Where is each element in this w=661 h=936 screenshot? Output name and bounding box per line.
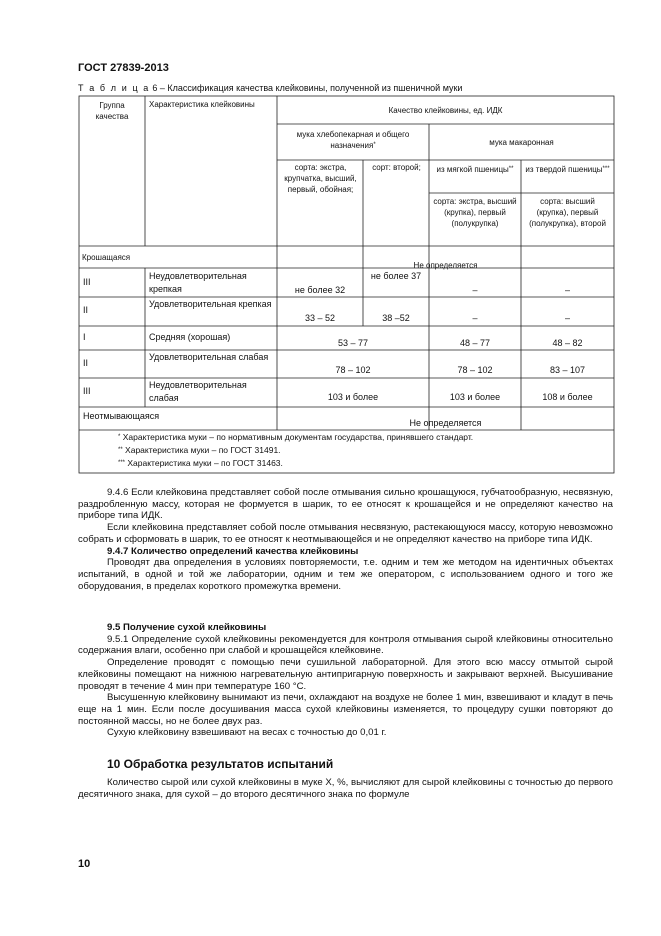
row2-c2: 38 –52 bbox=[382, 313, 410, 323]
paragraph-9-4-6 bbox=[78, 487, 613, 592]
head-grade-extra: сорта: экстра, крупчатка, высший, первый, обойная; bbox=[284, 163, 357, 194]
head-hard-wheat: из твердой пшеницы*** bbox=[525, 165, 610, 174]
row3-group: I bbox=[83, 332, 86, 342]
footnote-3: *** Характеристика муки – по ГОСТ 31463. bbox=[118, 458, 283, 468]
row1-group: III bbox=[83, 277, 91, 287]
page-number: 10 bbox=[78, 858, 91, 870]
nonwash-label: Неотмывающаяся bbox=[83, 411, 160, 421]
bread-footnote-mark: * bbox=[373, 142, 376, 148]
row2-c1: 33 – 52 bbox=[304, 313, 336, 323]
row2-group: II bbox=[83, 305, 89, 315]
row2-characteristic: Удовлетворительная крепкая bbox=[149, 299, 272, 309]
p-9-5-1-d: Сухую клейковину взвешивают на весах с точностью до 0,01 г. bbox=[107, 727, 387, 739]
head-quality: Качество клейковины, ед. ИДК bbox=[388, 106, 503, 115]
row1-c4: – bbox=[564, 285, 570, 295]
p-9-4-6: 9.4.6 Если клейковина представляет собой после отмывания сильно крошащуюся, губчатообразную, несвязную, раздробленную массу, которая не формуется в шарик, то ее относят к крошащейся и не определяют качество на приборе типа ИДК. bbox=[78, 487, 613, 522]
head-bread-flour: мука хлебопекарная и общего назначения* bbox=[296, 130, 410, 150]
p-10: Количество сырой или сухой клейковины в муке X, %, вычисляют для сырой клейковины с точностью до первого десятичного знака, для сухой – до второго десятичного знака по формуле bbox=[78, 777, 613, 800]
row5-c12: 103 и более bbox=[327, 392, 379, 402]
row1-characteristic: Неудовлетворительная крепкая bbox=[149, 271, 247, 294]
footnote-1: * Характеристика муки – по нормативным документам государства, принявшего стандарт. bbox=[118, 432, 474, 442]
p-9-5-1-c: Высушенную клейковину вынимают из печи, охлаждают на воздухе не более 1 мин, взвешивают и кладут в печь еще на 1 мин. Если после досушивания масса сухой клейковины изменяется, то процедуру сушки повторяют до постоянной массы, но не более двух раз. bbox=[78, 692, 613, 727]
standard-designation: ГОСТ 27839-2013 bbox=[78, 62, 169, 74]
row3-c12: 53 – 77 bbox=[337, 338, 369, 348]
row3-c4: 48 – 82 bbox=[552, 338, 583, 348]
section-10-title: 10 Обработка результатов испытаний bbox=[107, 757, 334, 771]
head-hard-grades: сорта: высший (крупка), первый (полукрупка), второй bbox=[529, 197, 606, 228]
row5-c3: 103 и более bbox=[449, 392, 501, 402]
footnote-2: ** Характеристика муки – по ГОСТ 31491. bbox=[118, 445, 281, 455]
paragraph-10 bbox=[78, 777, 613, 800]
head-soft-wheat: из мягкой пшеницы** bbox=[436, 165, 514, 174]
head-grade-second: сорт: второй; bbox=[372, 163, 421, 172]
head-soft-grades: сорта: экстра, высший (крупка), первый (полукрупка) bbox=[433, 197, 517, 228]
row2-c4: – bbox=[564, 313, 570, 323]
row1-c3: – bbox=[472, 285, 478, 295]
paragraph-9-5 bbox=[78, 622, 613, 739]
row4-c12: 78 – 102 bbox=[335, 365, 371, 375]
row4-c4: 83 – 107 bbox=[549, 365, 586, 375]
row4-characteristic: Удовлетворительная слабая bbox=[149, 352, 269, 362]
hard-footnote-mark: *** bbox=[602, 166, 610, 172]
head-group: Группа качества bbox=[95, 101, 129, 121]
table-caption bbox=[78, 83, 462, 93]
row5-c4: 108 и более bbox=[542, 392, 593, 402]
crumbling-value: Не определяется bbox=[413, 261, 478, 270]
row1-c2: не более 37 bbox=[370, 271, 422, 281]
table-caption-text: 6 – Классификация качества клейковины, полученной из пшеничной муки bbox=[152, 83, 463, 93]
head-characteristic: Характеристика клейковины bbox=[149, 100, 255, 109]
p-9-4-6-b: Если клейковина представляет собой после отмывания несвязную, растекающуюся массу, которую невозможно собрать и сформовать в шарик, то ее относят к неотмывающейся и не определяют качество на приборе типа ИДК. bbox=[78, 522, 613, 545]
row5-group: III bbox=[83, 386, 91, 396]
crumbling-label: Крошащаяся bbox=[82, 253, 131, 262]
heading-9-5: 9.5 Получение сухой клейковины bbox=[107, 622, 267, 633]
table-caption-label: Т а б л и ц а bbox=[78, 83, 150, 93]
row3-characteristic: Средняя (хорошая) bbox=[149, 332, 231, 342]
row1-c1: не более 32 bbox=[294, 285, 346, 295]
row4-c3: 78 – 102 bbox=[457, 365, 493, 375]
p-9-4-7: Проводят два определения в условиях повторяемости, т.е. одним и тем же методом на идентичных объектах испытаний, в одной и той же лаборатории, одним и тем же оператором, с использованием одного и того же оборудования, в пределах короткого промежутка времени. bbox=[78, 557, 613, 592]
head-pasta-flour: мука макаронная bbox=[489, 138, 554, 147]
row5-characteristic: Неудовлетворительная слабая bbox=[149, 380, 247, 403]
heading-9-4-7: 9.4.7 Количество определений качества клейковины bbox=[107, 545, 359, 557]
soft-footnote-mark: ** bbox=[508, 166, 514, 172]
row2-c3: – bbox=[472, 313, 478, 323]
p-9-5-1: 9.5.1 Определение сухой клейковины рекомендуется для контроля отмывания сырой клейковины относительно содержания влаги, особенно при слабой и крошащейся клейковине. bbox=[78, 633, 613, 657]
row4-group: II bbox=[83, 358, 89, 368]
nonwash-value: Не определяется bbox=[409, 418, 482, 428]
row3-c3: 48 – 77 bbox=[459, 338, 491, 348]
p-9-5-1-b: Определение проводят с помощью печи сушильной лабораторной. Для этого всю массу отмытой сырой клейковины помещают на нижнюю нагревательную антипригарную поверхность и закрывают верхней. Высушивание проводят в течение 4 мин при температуре 160 °С. bbox=[78, 657, 613, 692]
